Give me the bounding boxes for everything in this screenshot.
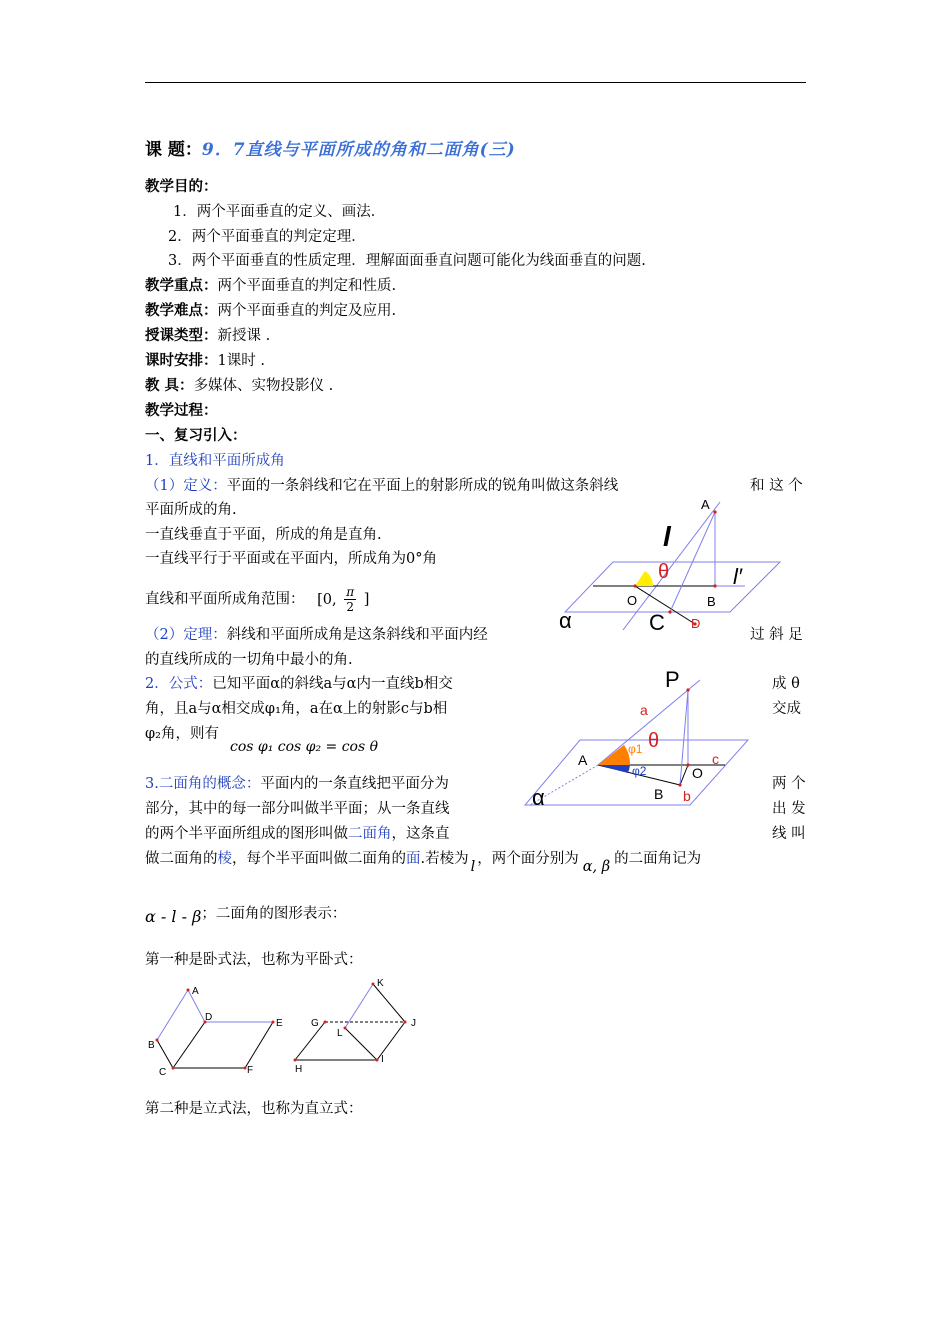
- label-O-2: O: [692, 765, 703, 781]
- point-C-3: [172, 1067, 175, 1070]
- dihedral-right: 两 个: [772, 776, 806, 792]
- label-C: C: [649, 610, 665, 635]
- label-P: P: [665, 667, 680, 692]
- point-B: [713, 584, 716, 587]
- parallel-line: 一直线平行于平面或在平面内，所成角为0°角: [145, 551, 437, 567]
- title-value: 9．7直线与平面所成的角和二面角(三): [201, 140, 516, 160]
- formula-text: 已知平面α的斜线a与α内一直线b相交: [212, 676, 453, 692]
- edge-FE: [245, 1022, 273, 1068]
- dihedral-right3: 线 叫: [772, 826, 806, 842]
- point-G: [324, 1021, 327, 1024]
- label-l: l: [663, 521, 671, 552]
- point-C: [668, 610, 671, 613]
- line-l: [623, 502, 720, 630]
- label-D: D: [691, 616, 701, 631]
- point-K: [372, 983, 375, 986]
- class-type-label: 授课类型：: [145, 327, 218, 344]
- dihedral-line4c: .若棱为: [420, 851, 469, 867]
- dihedral-line3b: ，这条直: [391, 826, 450, 842]
- point-B-3: [156, 1039, 159, 1042]
- objective-2: 2．两个平面垂直的判定定理．: [168, 229, 366, 245]
- formula-line: [145, 674, 453, 694]
- label-C-3: C: [159, 1067, 167, 1078]
- definition-line: [145, 476, 618, 496]
- dihedral-notation: α - l - β: [145, 907, 202, 926]
- formula-right: 成 θ: [772, 676, 800, 692]
- dihedral-label: 3.二面角的概念：: [145, 776, 261, 792]
- class-type-text: 新授课 .: [217, 328, 271, 344]
- theorem-line2: 的直线所成的一切角中最小的角.: [145, 652, 353, 668]
- label-theta-2: θ: [648, 730, 660, 752]
- line-PB: [680, 690, 688, 785]
- point-B-2: [678, 783, 681, 786]
- label-D-3: D: [205, 1012, 213, 1023]
- dihedral-line4b: ，每个半平面叫做二面角的: [232, 851, 406, 867]
- tools-line: [145, 376, 333, 396]
- label-b: b: [683, 788, 691, 804]
- angle-phi1-sector: [598, 745, 630, 765]
- label-l-prime: l′: [733, 564, 743, 589]
- theorem-line: [145, 625, 488, 645]
- dihedral-line4: [145, 849, 702, 875]
- point-J: [404, 1021, 407, 1024]
- difficulties-text: 两个平面垂直的判定及应用.: [217, 303, 397, 319]
- point-A: [713, 510, 716, 513]
- edge-BC: [157, 1040, 173, 1068]
- point-P: [686, 688, 689, 691]
- angle-phi2-sector: [598, 765, 630, 773]
- dihedral-ab: α, β: [582, 859, 611, 875]
- range-text: 直线和平面所成角范围：: [145, 591, 305, 608]
- range-open: [0,: [317, 591, 337, 608]
- range-two: 2: [346, 600, 354, 614]
- point-O-2: [686, 763, 689, 766]
- edge-AB: [157, 990, 188, 1040]
- range-pi: π: [346, 585, 355, 599]
- key-points-label: 教学重点：: [145, 277, 218, 294]
- tools-text: 多媒体、实物投影仪 .: [193, 378, 334, 394]
- label-I: I: [381, 1054, 384, 1065]
- formula-line3: φ₂角，则有: [145, 726, 219, 742]
- definition-line2: 平面所成的角.: [145, 502, 237, 518]
- label-c: c: [712, 751, 719, 767]
- label-L: L: [337, 1028, 343, 1039]
- figure-horizontal-dihedral-1: [145, 980, 295, 1080]
- edge-LI: [345, 1028, 377, 1060]
- dihedral-right2: 出 发: [772, 801, 806, 817]
- tools-label: 教 具：: [145, 377, 194, 394]
- objectives-label: 教学目的：: [145, 178, 218, 195]
- definition-label: （1）定义：: [145, 478, 227, 494]
- label-E-3: E: [276, 1018, 283, 1029]
- figure-horizontal-dihedral-2: [285, 972, 425, 1080]
- dihedral-text: 平面内的一条直线把平面分为: [260, 776, 449, 792]
- dihedral-line3: [145, 824, 450, 844]
- label-A: A: [701, 497, 710, 512]
- point-I: [376, 1059, 379, 1062]
- angle-theta-sector: [635, 571, 653, 586]
- label-A-2: A: [578, 752, 588, 768]
- label-alpha: α: [559, 608, 572, 633]
- dihedral-l: l: [470, 859, 476, 875]
- dihedral-line3a: 的两个半平面所组成的图形叫做: [145, 826, 348, 842]
- edge-KL: [345, 984, 373, 1028]
- line-a: [598, 680, 700, 765]
- theorem-label: （2）定理：: [145, 627, 227, 643]
- subheading-line-plane-angle: 1．直线和平面所成角: [145, 453, 285, 469]
- formula-label: 2．公式：: [145, 676, 213, 692]
- label-G: G: [311, 1018, 319, 1029]
- point-H: [294, 1059, 297, 1062]
- hours-label: 课时安排：: [145, 352, 218, 369]
- title-label: 课 题：: [145, 140, 202, 160]
- plane-alpha: [565, 562, 780, 612]
- label-theta: θ: [658, 561, 670, 583]
- label-F-3: F: [247, 1065, 254, 1076]
- edge-DC: [173, 1022, 205, 1068]
- hours-line: [145, 351, 265, 371]
- label-phi1: φ1: [628, 742, 643, 756]
- dihedral-line2: 部分，其中的每一部分叫做半平面；从一条直线: [145, 801, 450, 817]
- formula-line2: 角，且a与α相交成φ₁角，a在α上的射影c与b相: [145, 701, 448, 717]
- label-B: B: [707, 594, 716, 609]
- process-label: 教学过程：: [145, 402, 218, 419]
- figure-line-plane-angle: [555, 490, 785, 640]
- dihedral-line4d: ，两个面分别为: [477, 851, 579, 867]
- section-heading: 一、复习引入：: [145, 427, 247, 444]
- formula-math: cos φ₁ cos φ₂ = cos θ: [230, 739, 379, 755]
- notation-line: [145, 903, 346, 924]
- notation-tail: ；二面角的图形表示：: [201, 906, 347, 922]
- label-B-3: B: [148, 1040, 155, 1051]
- label-a: a: [640, 702, 648, 718]
- difficulties-line: [145, 301, 396, 321]
- method1-line: 第一种是卧式法，也称为平卧式：: [145, 952, 363, 968]
- edge-KJ: [373, 984, 405, 1022]
- page-title: [145, 140, 516, 160]
- edge-GH: [295, 1022, 325, 1060]
- line-OD: [635, 586, 695, 624]
- label-B-2: B: [654, 786, 664, 802]
- point-E-3: [272, 1021, 275, 1024]
- range-close: ]: [363, 591, 370, 608]
- edge-term: 棱: [217, 851, 232, 867]
- dihedral-line: [145, 774, 449, 794]
- label-K: K: [377, 978, 384, 989]
- range-fraction: [344, 585, 356, 614]
- definition-right: 和 这 个: [750, 478, 803, 494]
- point-A-3: [187, 989, 190, 992]
- key-points-text: 两个平面垂直的判定和性质.: [217, 278, 397, 294]
- theorem-text: 斜线和平面所成角是这条斜线和平面内经: [226, 627, 488, 643]
- method2-line: 第二种是立式法，也称为直立式：: [145, 1101, 363, 1117]
- label-J: J: [411, 1018, 416, 1029]
- face-term: 面: [406, 851, 421, 867]
- objective-3: 3．两个平面垂直的性质定理．理解面面垂直问题可能化为线面垂直的问题.: [168, 253, 646, 269]
- header-rule: [145, 82, 806, 83]
- label-H: H: [295, 1064, 303, 1075]
- label-phi2: φ2: [632, 764, 647, 778]
- difficulties-label: 教学难点：: [145, 302, 218, 319]
- theorem-right: 过 斜 足: [750, 627, 803, 643]
- hours-text: 1课时 .: [217, 353, 265, 369]
- point-L: [344, 1027, 347, 1030]
- figure-cosine-formula: [520, 665, 760, 815]
- range-line: [145, 585, 369, 614]
- class-type-line: [145, 326, 270, 346]
- formula-right2: 交成: [772, 701, 801, 717]
- key-points-line: [145, 276, 396, 296]
- label-A-3: A: [192, 986, 199, 997]
- point-O: [633, 584, 636, 587]
- dihedral-term: 二面角: [348, 826, 392, 842]
- label-alpha-2: α: [532, 785, 545, 810]
- perpendicular-line: 一直线垂直于平面，所成的角是直角.: [145, 527, 382, 543]
- label-O: O: [627, 593, 638, 608]
- objective-1: 1．两个平面垂直的定义、画法．: [173, 204, 386, 220]
- dihedral-line4a: 做二面角的: [145, 851, 218, 867]
- dihedral-line4e: 的二面角记为: [614, 851, 702, 867]
- definition-text: 平面的一条斜线和它在平面上的射影所成的锐角叫做这条斜线: [226, 478, 619, 494]
